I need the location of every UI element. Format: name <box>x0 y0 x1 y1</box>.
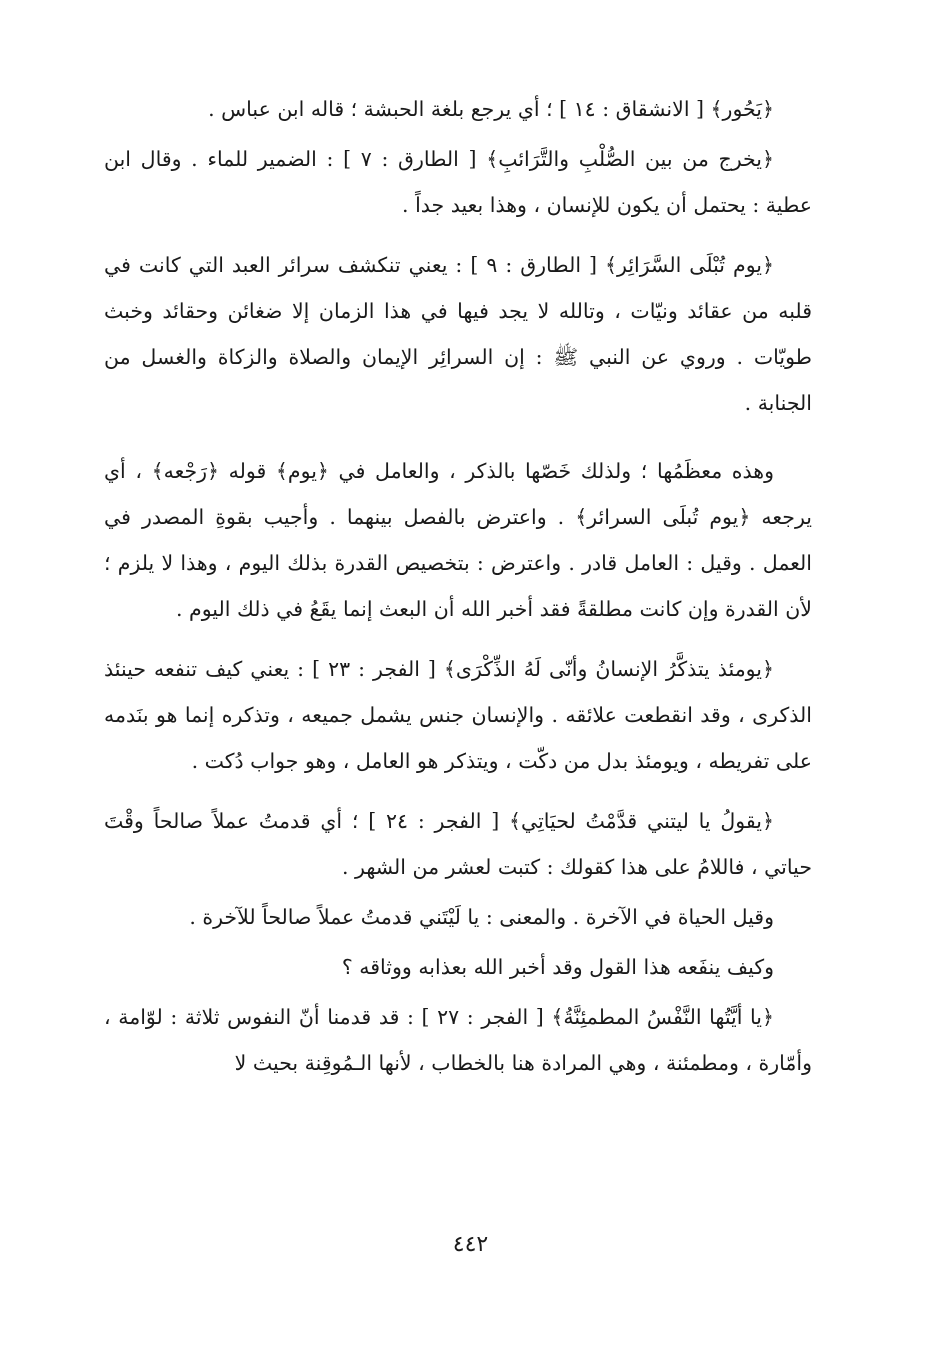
paragraph-hayat: وقيل الحياة في الآخرة . والمعنى : يا لَيْتَني قدمتُ عملاً صالحاً للآخرة . <box>189 905 774 929</box>
paragraph-sarair: ﴿يوم تُبْلَى السَّرَائِر﴾ [ الطارق : ٩ ] : يعني تنكشف سرائر العبد التي كانت في قلبه من عقائد ونيّات ، وتالله لا يجد فيها في هذا الزمان إلا ضغائن وحقائد وخبث طويّات . وروي عن النبي ﷺ : إن السرائِر الإيمان والصلاة والزكاة والغسل من الجنابة . <box>104 253 812 415</box>
paragraph-yahur: ﴿يَحُور﴾ [ الانشقاق : ١٤ ] ؛ أي يرجع بلغة الحبشة ؛ قاله ابن عباس . <box>208 97 774 121</box>
paragraph-sulb: ﴿يخرج من بين الصُّلْبِ والتَّرَائبِ﴾ [ الطارق : ٧ ] : الضمير للماء . وقال ابن عطية : يحتمل أن يكون للإنسان ، وهذا بعيد جداً . <box>104 147 812 217</box>
paragraph-yaqulu: ﴿يقولُ يا ليتني قدَّمْتُ لحيَاتِي﴾ [ الفجر : ٢٤ ] ؛ أي قدمتُ عملاً صالحاً وقْتَ حياتي ، فاللامُ على هذا كقولك : كتبت لعشر من الشهر . <box>104 809 812 879</box>
paragraph-kayfa: وكيف ينفَعه هذا القول وقد أخبر الله بعذابه ووثاقه ؟ <box>341 955 774 979</box>
page-body <box>104 86 812 1086</box>
page-number: ٤٤٢ <box>452 1232 489 1257</box>
paragraph-muzamuha: وهذه معظَمُها ؛ ولذلك خَصّها بالذكر ، والعامل في ﴿يوم﴾ قوله ﴿رَجْعه﴾ ، أي يرجعه ﴿يوم تُبلَى السرائر﴾ . واعترض بالفصل بينهما . وأجيب بقوةِ المصدر في العمل . وقيل : العامل قادر . واعترض : بتخصيص القدرة بذلك اليوم ، وهذا لا يلزم ؛ لأن القدرة وإن كانت مطلقةً فقد أخبر الله أن البعث إنما يقَعُ في ذلك اليوم . <box>104 459 812 621</box>
paragraph-nafs: ﴿يا أيَّتُها النَّفْسُ المطمئِنَّةُ﴾ [ الفجر : ٢٧ ] : قد قدمنا أنّ النفوس ثلاثة : لوّامة ، وأمّارة ، ومطمئنة ، وهي المرادة هنا بالخطاب ، لأنها الـمُوقِنة بحيث لا <box>104 1005 812 1075</box>
paragraph-yatadhakkar: ﴿يومئذ يتذكَّرُ الإنسانُ وأنّى لَهُ الذِّكْرَى﴾ [ الفجر : ٢٣ ] : يعني كيف تنفعه حينئذ الذكرى ، وقد انقطعت علائقه . والإنسان جنس يشمل جميعه ، وتذكره إنما هو بنَدمه على تفريطه ، ويومئذ بدل من دكّت ، ويتذكر هو العامل ، وهو جواب دُكت . <box>104 657 812 773</box>
